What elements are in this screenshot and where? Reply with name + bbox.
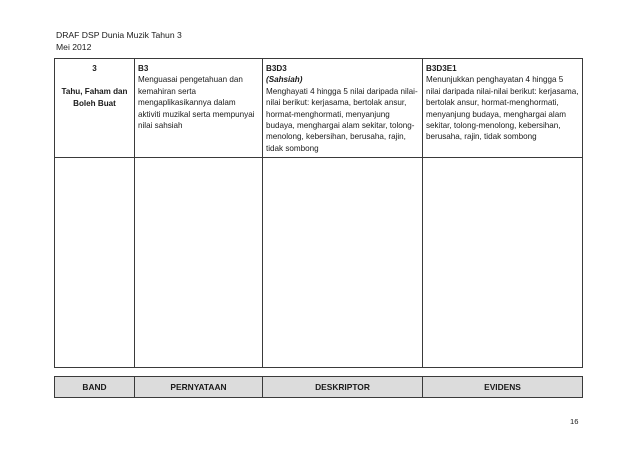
footer-band-label: BAND bbox=[55, 377, 135, 398]
page-number: 16 bbox=[570, 417, 579, 426]
band-cell bbox=[55, 59, 135, 158]
header-date: Mei 2012 bbox=[56, 41, 92, 52]
deskriptor-text: Menghayati 4 hingga 5 nilai daripada nilai-nilai berikut: kerjasama, bertolak ansur, hormat-menghormati, menyanjung budaya, menghargai alam sekitar, tolong-menolong, kebersihan, berusaha, rajin, tidak sombong bbox=[266, 86, 418, 153]
footer-deskriptor-label: DESKRIPTOR bbox=[263, 377, 423, 398]
empty-cell bbox=[135, 158, 263, 368]
footer-evidens-label: EVIDENS bbox=[423, 377, 583, 398]
band-number: 3 bbox=[92, 64, 97, 73]
empty-cell bbox=[55, 158, 135, 368]
evidens-code: B3D3E1 bbox=[426, 64, 457, 73]
table-row bbox=[55, 59, 583, 158]
footer-pernyataan-label: PERNYATAAN bbox=[135, 377, 263, 398]
empty-cell bbox=[263, 158, 423, 368]
deskriptor-code: B3D3 bbox=[266, 64, 287, 73]
document-header bbox=[56, 30, 182, 53]
deskriptor-subtitle: (Sahsiah) bbox=[266, 75, 303, 85]
pernyataan-text: Menguasai pengetahuan dan kemahiran serta mengaplikasikannya dalam aktiviti muzikal serta mempunyai nilai sahsiah bbox=[138, 75, 255, 131]
band-title: Tahu, Faham dan Boleh Buat bbox=[61, 87, 128, 108]
evidens-text: Menunjukkan penghayatan 4 hingga 5 nilai daripada nilai-nilai berikut: kerjasama, bertolak ansur, hormat-menghormati, menyanjung budaya, menghargai alam sekitar, tolong-menolong, kebersihan, berusaha, rajin, tidak sombong bbox=[426, 75, 579, 142]
empty-cell bbox=[423, 158, 583, 368]
header-title: DRAF DSP Dunia Muzik Tahun 3 bbox=[56, 30, 182, 40]
deskriptor-cell bbox=[263, 59, 423, 158]
pernyataan-code: B3 bbox=[138, 64, 149, 73]
evidens-cell bbox=[423, 59, 583, 158]
standard-table bbox=[54, 58, 583, 368]
pernyataan-cell bbox=[135, 59, 263, 158]
footer-header-table bbox=[54, 376, 583, 398]
table-row-empty bbox=[55, 158, 583, 368]
